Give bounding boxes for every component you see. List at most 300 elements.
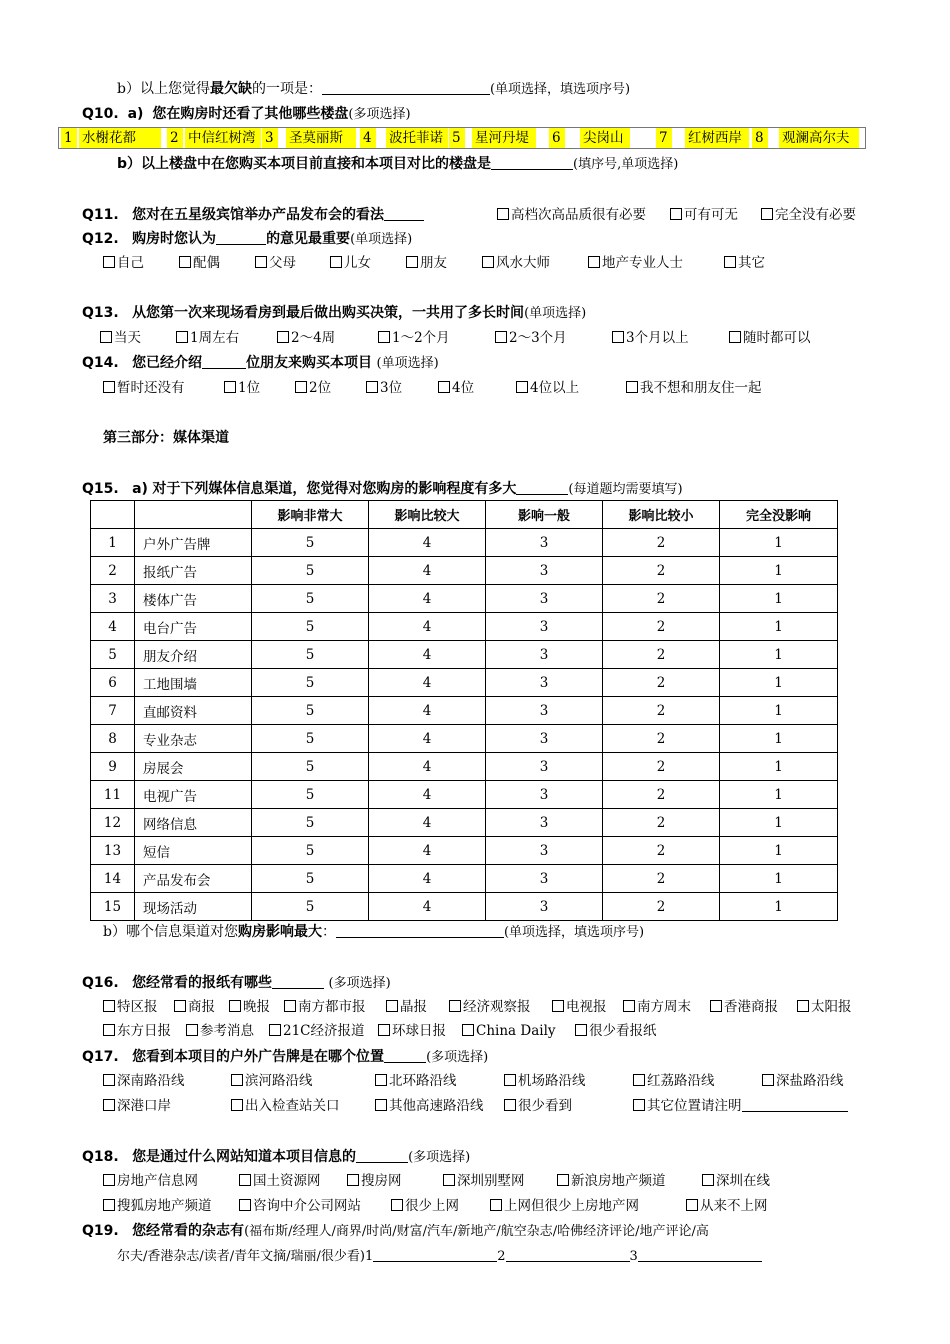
q13-option[interactable]: 随时都可以 [729, 329, 811, 347]
checkbox-icon [443, 1174, 455, 1186]
q14-option[interactable]: 1位 [224, 379, 260, 397]
q10b-line [117, 154, 678, 175]
rating-option[interactable]: 5 [252, 837, 369, 865]
q10-note: (多项选择) [348, 107, 411, 122]
header-cell [91, 501, 135, 529]
q18-option[interactable]: 新浪房地产频道 [557, 1172, 666, 1190]
q16-option[interactable]: 南方周末 [623, 998, 691, 1016]
checkbox-icon [284, 1000, 296, 1012]
rating-option[interactable]: 3 [486, 893, 603, 921]
checkbox-icon [686, 1199, 698, 1211]
q15b-rest: ： [321, 924, 336, 940]
rating-option[interactable]: 1 [720, 753, 838, 781]
q11-option[interactable]: 可有可无 [670, 206, 738, 224]
checkbox-icon [557, 1174, 569, 1186]
q9b-bold: 最欠缺 [209, 81, 252, 97]
table-row [91, 809, 838, 837]
q10-estate-row [58, 127, 866, 149]
rating-option[interactable]: 5 [252, 641, 369, 669]
q17-option[interactable]: 红荔路沿线 [633, 1072, 715, 1090]
q18-option[interactable]: 咨询中介公司网站 [239, 1197, 361, 1215]
q13-option[interactable]: 3个月以上 [612, 329, 689, 347]
checkbox-icon [761, 208, 773, 220]
q16-option[interactable]: 21C经济报道 [269, 1022, 365, 1040]
rating-option[interactable]: 2 [603, 781, 720, 809]
channel-name: 朋友介绍 [135, 641, 252, 669]
rating-option[interactable]: 4 [369, 781, 486, 809]
rating-option[interactable]: 2 [603, 557, 720, 585]
row-number: 3 [91, 585, 135, 613]
q10-item-num: 8 [752, 128, 768, 148]
q18-option[interactable]: 深圳在线 [702, 1172, 770, 1190]
q12-option[interactable]: 其它 [724, 254, 765, 272]
row-number: 11 [91, 781, 135, 809]
rating-option[interactable]: 4 [369, 837, 486, 865]
q19-title: 您经常看的杂志有 [132, 1223, 245, 1239]
rating-option[interactable]: 2 [603, 641, 720, 669]
q10-item-num: 3 [262, 128, 278, 148]
q18-option[interactable]: 深圳别墅网 [443, 1172, 525, 1190]
rating-option[interactable]: 2 [603, 585, 720, 613]
q17-option[interactable]: 机场路沿线 [504, 1072, 586, 1090]
q18-line [82, 1147, 470, 1168]
header-cell: 影响非常大 [252, 501, 369, 529]
rating-option[interactable]: 4 [369, 669, 486, 697]
q16-option[interactable]: 晚报 [229, 998, 270, 1016]
q16-option[interactable]: 电视报 [552, 998, 607, 1016]
q14-option[interactable]: 4位 [438, 379, 474, 397]
rating-option[interactable]: 4 [369, 725, 486, 753]
rating-option[interactable]: 2 [603, 865, 720, 893]
q14-answer-blank[interactable] [202, 354, 246, 369]
q10-item-name[interactable]: 星河丹堤 [472, 128, 536, 148]
rating-option[interactable]: 3 [486, 781, 603, 809]
row-number: 15 [91, 893, 135, 921]
rating-option[interactable]: 5 [252, 669, 369, 697]
q17-option[interactable]: 其他高速路沿线 [375, 1097, 484, 1115]
header-cell: 影响一般 [486, 501, 603, 529]
rating-option[interactable]: 3 [486, 641, 603, 669]
rating-option[interactable]: 3 [486, 585, 603, 613]
rating-option[interactable]: 3 [486, 669, 603, 697]
checkbox-icon [482, 256, 494, 268]
q9b-answer-blank[interactable] [322, 80, 490, 95]
q14-number: Q14. [82, 355, 119, 371]
rating-option[interactable]: 1 [720, 893, 838, 921]
rating-option[interactable]: 4 [369, 865, 486, 893]
checkbox-icon [612, 331, 624, 343]
q10-line [82, 104, 411, 125]
rating-option[interactable]: 5 [252, 809, 369, 837]
checkbox-icon [100, 331, 112, 343]
checkbox-icon [277, 331, 289, 343]
rating-option[interactable]: 4 [369, 697, 486, 725]
checkbox-icon [103, 256, 115, 268]
q19-line [82, 1221, 709, 1242]
q13-option[interactable]: 1周左右 [176, 329, 239, 347]
q16-option[interactable]: 很少看报纸 [575, 1022, 657, 1040]
q18-option[interactable]: 国土资源网 [239, 1172, 321, 1190]
checkbox-icon [347, 1174, 359, 1186]
rating-option[interactable]: 2 [603, 529, 720, 557]
table-row [91, 613, 838, 641]
q11-option[interactable]: 完全没有必要 [761, 206, 856, 224]
q16-option[interactable]: 晶报 [386, 998, 427, 1016]
table-row [91, 585, 838, 613]
q13-line [82, 303, 586, 324]
q16-option[interactable]: 参考消息 [186, 1022, 254, 1040]
rating-option[interactable]: 1 [720, 809, 838, 837]
checkbox-icon [710, 1000, 722, 1012]
row-number: 13 [91, 837, 135, 865]
q10-item-num: 4 [360, 128, 376, 148]
header-cell: 完全没影响 [720, 501, 838, 529]
q9b-rest: 的一项是： [251, 81, 322, 97]
rating-option[interactable]: 5 [252, 781, 369, 809]
rating-option[interactable]: 3 [486, 837, 603, 865]
q17-answer-blank[interactable] [384, 1048, 426, 1063]
q10-item-name[interactable]: 红树西岸 [685, 128, 749, 148]
checkbox-icon [386, 1000, 398, 1012]
q10-item-name[interactable]: 圣莫丽斯 [286, 128, 356, 148]
table-row [91, 725, 838, 753]
q13-option[interactable]: 1～2个月 [378, 329, 450, 347]
checkbox-icon [516, 381, 528, 393]
rating-option[interactable]: 4 [369, 893, 486, 921]
rating-option[interactable]: 1 [720, 529, 838, 557]
q10-item-name[interactable]: 水榭花都 [79, 128, 161, 148]
checkbox-icon [176, 331, 188, 343]
q12-option[interactable]: 自己 [103, 254, 144, 272]
channel-name: 房展会 [135, 753, 252, 781]
rating-option[interactable]: 3 [486, 865, 603, 893]
rating-option[interactable]: 5 [252, 557, 369, 585]
checkbox-icon [269, 1024, 281, 1036]
q14-option[interactable]: 我不想和朋友住一起 [626, 379, 762, 397]
q15b-line [103, 922, 644, 943]
q12-option[interactable]: 地产专业人士 [588, 254, 683, 272]
q13-title: 从您第一次来现场看房到最后做出购买决策，一共用了多长时间 [132, 305, 525, 321]
q17-option[interactable]: 滨河路沿线 [231, 1072, 313, 1090]
rating-option[interactable]: 1 [720, 613, 838, 641]
rating-option[interactable]: 1 [720, 781, 838, 809]
q13-option[interactable]: 2～3个月 [495, 329, 567, 347]
header-cell [135, 501, 252, 529]
q19-blank-label: 3 [629, 1249, 638, 1264]
q16-title: 您经常看的报纸有哪些 [132, 975, 273, 991]
checkbox-icon [762, 1074, 774, 1086]
table-row [91, 781, 838, 809]
q19-note-line1: (福布斯/经理人/商界/时尚/财富/汽车/新地产/航空杂志/哈佛经济评论/地产评论/高 [244, 1224, 709, 1239]
channel-name: 产品发布会 [135, 865, 252, 893]
rating-option[interactable]: 4 [369, 613, 486, 641]
q19-number: Q19. [82, 1223, 119, 1239]
q16-option[interactable]: 太阳报 [797, 998, 852, 1016]
q12-option[interactable]: 配偶 [179, 254, 220, 272]
rating-option[interactable]: 4 [369, 641, 486, 669]
q18-answer-blank[interactable] [356, 1148, 408, 1163]
table-row [91, 669, 838, 697]
q15-answer-blank[interactable] [516, 480, 568, 495]
rating-option[interactable]: 2 [603, 753, 720, 781]
channel-name: 报纸广告 [135, 557, 252, 585]
q19-blank[interactable] [506, 1247, 630, 1262]
rating-option[interactable]: 5 [252, 697, 369, 725]
q16-option[interactable]: 南方都市报 [284, 998, 366, 1016]
q18-note: (多项选择) [408, 1150, 471, 1165]
q18-option[interactable]: 搜房网 [347, 1172, 402, 1190]
checkbox-icon [229, 1000, 241, 1012]
q17-option[interactable]: 出入检查站关口 [231, 1097, 340, 1115]
q16-option[interactable]: 环球日报 [378, 1022, 446, 1040]
q15b-bold: 购房影响最大 [237, 924, 322, 940]
row-number: 6 [91, 669, 135, 697]
q16-option[interactable]: 东方日报 [103, 1022, 171, 1040]
rating-option[interactable]: 2 [603, 893, 720, 921]
channel-name: 专业杂志 [135, 725, 252, 753]
checkbox-icon [724, 256, 736, 268]
row-number: 9 [91, 753, 135, 781]
checkbox-icon [575, 1024, 587, 1036]
checkbox-icon [588, 256, 600, 268]
q19-note-line2: 尔夫/香港杂志/读者/青年文摘/瑞丽/很少看) [117, 1249, 365, 1264]
q18-option[interactable]: 从来不上网 [686, 1197, 768, 1215]
rating-option[interactable]: 3 [486, 753, 603, 781]
section-title: 第三部分：媒体渠道 [103, 430, 229, 446]
q12-option[interactable]: 风水大师 [482, 254, 550, 272]
table-row [91, 893, 838, 921]
rating-option[interactable]: 2 [603, 613, 720, 641]
q17-option[interactable]: 北环路沿线 [375, 1072, 457, 1090]
checkbox-icon [103, 1199, 115, 1211]
row-number: 1 [91, 529, 135, 557]
q12-title-part1: 购房时您认为 [132, 231, 217, 247]
rating-option[interactable]: 4 [369, 585, 486, 613]
rating-option[interactable]: 4 [369, 557, 486, 585]
rating-option[interactable]: 1 [720, 697, 838, 725]
checkbox-icon [391, 1199, 403, 1211]
rating-option[interactable]: 5 [252, 613, 369, 641]
q11-answer-blank[interactable] [384, 206, 424, 221]
checkbox-icon [103, 381, 115, 393]
q17-option[interactable]: 深盐路沿线 [762, 1072, 844, 1090]
checkbox-icon [490, 1199, 502, 1211]
q19-blank-label: 1 [364, 1249, 374, 1264]
checkbox-icon [231, 1074, 243, 1086]
channel-name: 短信 [135, 837, 252, 865]
rating-option[interactable]: 5 [252, 529, 369, 557]
checkbox-icon [378, 331, 390, 343]
q17-option[interactable]: 深港口岸 [103, 1097, 171, 1115]
rating-option[interactable]: 1 [720, 865, 838, 893]
q15-sub: a) [132, 481, 148, 497]
rating-option[interactable]: 1 [720, 585, 838, 613]
checkbox-icon [103, 1099, 115, 1111]
rating-option[interactable]: 1 [720, 725, 838, 753]
q15-title: 对于下列媒体信息渠道，您觉得对您购房的影响程度有多大 [152, 481, 517, 497]
row-number: 7 [91, 697, 135, 725]
rating-option[interactable]: 5 [252, 753, 369, 781]
q16-option[interactable]: 香港商报 [710, 998, 778, 1016]
rating-option[interactable]: 3 [486, 613, 603, 641]
checkbox-icon [295, 381, 307, 393]
table-row [91, 865, 838, 893]
q16-option[interactable]: 经济观察报 [449, 998, 531, 1016]
row-number: 2 [91, 557, 135, 585]
q12-number: Q12. [82, 231, 119, 247]
q14-title-part1: 您已经介绍 [132, 355, 203, 371]
q10-sub: a) [127, 106, 144, 122]
channel-name: 楼体广告 [135, 585, 252, 613]
rating-option[interactable]: 2 [603, 725, 720, 753]
q14-option[interactable]: 3位 [366, 379, 402, 397]
row-number: 14 [91, 865, 135, 893]
rating-option[interactable]: 1 [720, 557, 838, 585]
q10-item-name[interactable]: 中信红树湾 [185, 128, 261, 148]
rating-option[interactable]: 2 [603, 669, 720, 697]
q17-line [82, 1047, 488, 1068]
q10b-note: (填序号,单项选择) [573, 157, 679, 172]
rating-option[interactable]: 3 [486, 697, 603, 725]
checkbox-icon [633, 1099, 645, 1111]
q9b-line [117, 79, 630, 100]
q19-blank[interactable] [373, 1247, 497, 1262]
table-header-row [91, 501, 838, 529]
rating-option[interactable]: 3 [486, 529, 603, 557]
q16-option[interactable]: 商报 [174, 998, 215, 1016]
q16-option[interactable]: China Daily [462, 1022, 556, 1040]
rating-option[interactable]: 1 [720, 669, 838, 697]
checkbox-icon [375, 1099, 387, 1111]
row-number: 12 [91, 809, 135, 837]
checkbox-icon [179, 256, 191, 268]
rating-option[interactable]: 5 [252, 725, 369, 753]
rating-option[interactable]: 1 [720, 837, 838, 865]
q10-item-num: 2 [167, 128, 183, 148]
q16-line [82, 973, 391, 994]
checkbox-icon [626, 381, 638, 393]
table-row [91, 837, 838, 865]
q11-number: Q11. [82, 207, 119, 223]
q18-title: 您是通过什么网站知道本项目信息的 [132, 1149, 357, 1165]
q15b-note: (单项选择，填选项序号) [503, 925, 645, 940]
rating-option[interactable]: 2 [603, 837, 720, 865]
q10-item-num: 7 [656, 128, 672, 148]
checkbox-icon [231, 1099, 243, 1111]
rating-option[interactable]: 3 [486, 725, 603, 753]
q17-option[interactable]: 深南路沿线 [103, 1072, 185, 1090]
q18-option[interactable]: 房地产信息网 [103, 1172, 198, 1190]
rating-option[interactable]: 4 [369, 529, 486, 557]
q9b-note: (单项选择，填选项序号) [489, 82, 631, 97]
q11-option[interactable]: 高档次高品质很有必要 [497, 206, 646, 224]
q10-item-num: 1 [61, 128, 77, 148]
checkbox-icon [378, 1024, 390, 1036]
q18-option[interactable]: 上网但很少上房地产网 [490, 1197, 639, 1215]
q19-blank-label: 2 [497, 1249, 506, 1264]
q16-number: Q16. [82, 975, 119, 991]
checkbox-icon [438, 381, 450, 393]
rating-option[interactable]: 4 [369, 809, 486, 837]
q12-answer-blank[interactable] [216, 230, 266, 245]
q16-answer-blank[interactable] [272, 974, 324, 989]
q12-note: (单项选择) [350, 232, 413, 247]
rating-option[interactable]: 2 [603, 809, 720, 837]
q12-option[interactable]: 父母 [255, 254, 296, 272]
q17-option[interactable]: 很少看到 [504, 1097, 572, 1115]
q10-item-name[interactable]: 尖岗山 [580, 128, 630, 148]
q12-title-part2: 的意见最重要 [266, 231, 351, 247]
q15-line [82, 479, 683, 500]
q14-option[interactable]: 4位以上 [516, 379, 579, 397]
q19-line2 [117, 1246, 762, 1267]
checkbox-icon [702, 1174, 714, 1186]
q12-option[interactable]: 朋友 [406, 254, 447, 272]
rating-option[interactable]: 5 [252, 865, 369, 893]
rating-option[interactable]: 1 [720, 641, 838, 669]
q14-option[interactable]: 2位 [295, 379, 331, 397]
checkbox-icon [186, 1024, 198, 1036]
checkbox-icon [224, 381, 236, 393]
q17-other-blank[interactable] [742, 1097, 848, 1112]
q14-title-part2: 位朋友来购买本项目 [246, 355, 373, 371]
media-table [90, 500, 838, 921]
checkbox-icon [504, 1099, 516, 1111]
q10b-answer-blank[interactable] [491, 155, 573, 170]
q18-option[interactable]: 很少上网 [391, 1197, 459, 1215]
channel-name: 工地围墙 [135, 669, 252, 697]
rating-option[interactable]: 4 [369, 753, 486, 781]
checkbox-icon [366, 381, 378, 393]
q17-option[interactable]: 其它位置请注明 [633, 1097, 848, 1115]
q17-title: 您看到本项目的户外广告牌是在哪个位置 [132, 1049, 385, 1065]
checkbox-icon [495, 331, 507, 343]
q16-option[interactable]: 特区报 [103, 998, 158, 1016]
q15-number: Q15. [82, 481, 119, 497]
checkbox-icon [174, 1000, 186, 1012]
q12-option[interactable]: 儿女 [330, 254, 371, 272]
q10-item-name[interactable]: 观澜高尔夫 [779, 128, 859, 148]
checkbox-icon [729, 331, 741, 343]
checkbox-icon [623, 1000, 635, 1012]
q10-item-num: 5 [449, 128, 465, 148]
rating-option[interactable]: 5 [252, 893, 369, 921]
header-cell: 影响比较小 [603, 501, 720, 529]
q15b-answer-blank[interactable] [336, 923, 504, 938]
rating-option[interactable]: 2 [603, 697, 720, 725]
rating-option[interactable]: 5 [252, 585, 369, 613]
q14-option[interactable]: 暂时还没有 [103, 379, 185, 397]
table-row [91, 697, 838, 725]
checkbox-icon [103, 1174, 115, 1186]
row-number: 8 [91, 725, 135, 753]
q18-option[interactable]: 搜狐房地产频道 [103, 1197, 212, 1215]
q12-line [82, 229, 412, 250]
rating-option[interactable]: 3 [486, 557, 603, 585]
q9b-label: b）以上您觉得 [117, 81, 210, 97]
channel-name: 电视广告 [135, 781, 252, 809]
rating-option[interactable]: 3 [486, 809, 603, 837]
checkbox-icon [462, 1024, 474, 1036]
q10-item-name[interactable]: 波托菲诺 [386, 128, 448, 148]
q13-number: Q13. [82, 305, 119, 321]
checkbox-icon [633, 1074, 645, 1086]
q13-option[interactable]: 当天 [100, 329, 141, 347]
checkbox-icon [504, 1074, 516, 1086]
q19-blank[interactable] [638, 1247, 762, 1262]
q13-option[interactable]: 2～4周 [277, 329, 335, 347]
channel-name: 电台广告 [135, 613, 252, 641]
